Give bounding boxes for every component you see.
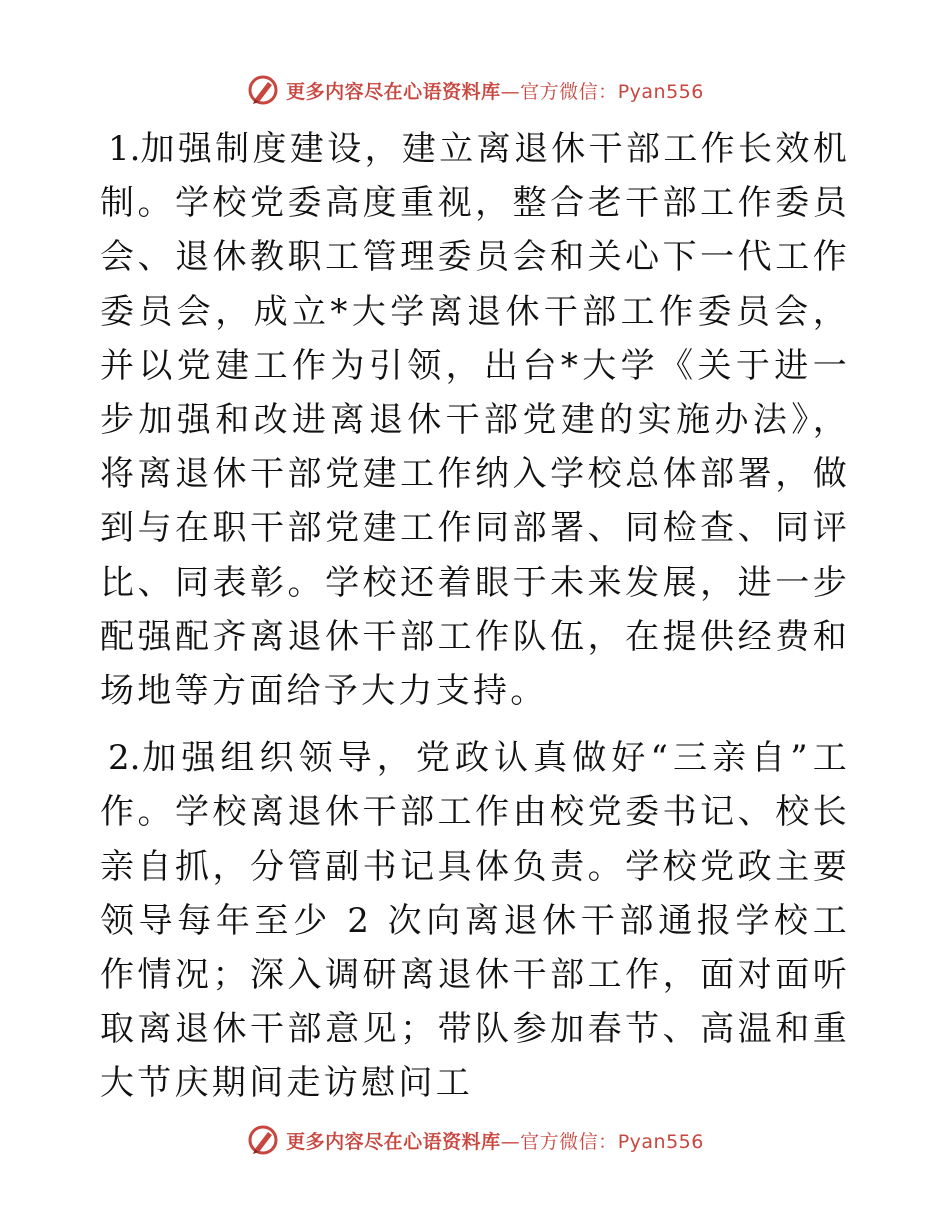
banner-official-label: 官方微信： (520, 1130, 618, 1153)
banner-separator: — (500, 80, 521, 103)
pen-logo-icon (246, 1123, 280, 1157)
header-banner (0, 70, 950, 110)
paragraph-number: 2. (108, 738, 141, 779)
paragraph-2 (100, 731, 850, 1110)
banner-wechat-id: Pyan556 (617, 1130, 704, 1153)
paragraph-number: 1. (108, 129, 141, 169)
footer-banner (0, 1120, 950, 1160)
header-banner-text (286, 77, 704, 104)
paragraph-1 (100, 122, 850, 718)
paragraph-text: 加强制度建设，建立离退休干部工作长效机制。学校党委高度重视，整合老干部工作委员会、退休教职工管理委员会和关心下一代工作委员会，成立*大学离退休干部工作委员会，并以党建工作为引领，出台*大学《关于进一步加强和改进离退休干部党建的实施办法》，将离退休干部党建工作纳入学校总体部署，做到与在职干部党建工作同部署、同检查、同评比、同表彰。学校还着眼于未来发展，进一步配强配齐离退休干部工作队伍，在提供经费和场地等方面给予大力支持。 (100, 129, 850, 712)
banner-brand: 更多内容尽在心语资料库 (286, 80, 501, 103)
banner-official-label: 官方微信： (520, 80, 618, 103)
pen-logo-icon (246, 73, 280, 107)
banner-wechat-id: Pyan556 (617, 80, 704, 103)
banner-brand: 更多内容尽在心语资料库 (286, 1130, 501, 1153)
paragraph-text: 加强组织领导，党政认真做好“三亲自”工作。学校离退休干部工作由校党委书记、校长亲自抓，分管副书记具体负责。学校党政主要领导每年至少 2 次向离退休干部通报学校工作情况；深入调研离退休干部工作，面对面听取离退休干部意见；带队参加春节、高温和重大节庆期间走访慰问工 (100, 738, 850, 1104)
footer-banner-text (286, 1127, 704, 1154)
document-body (100, 122, 850, 1111)
banner-separator: — (500, 1130, 521, 1153)
